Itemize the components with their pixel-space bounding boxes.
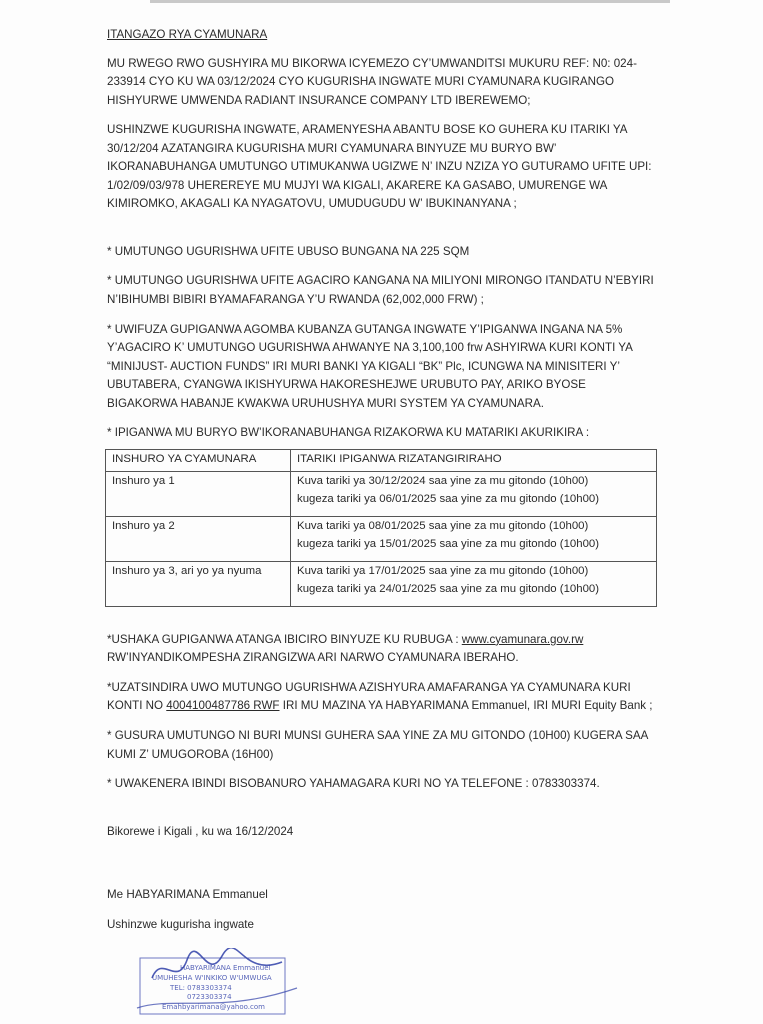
svg-text:TEL: 0783303374: TEL: 0783303374 <box>170 984 232 992</box>
signer-name: Me HABYARIMANA Emmanuel <box>107 888 268 902</box>
place-and-date: Bikorewe i Kigali , ku wa 16/12/2024 <box>107 824 294 838</box>
note-bidding-text: *USHAKA GUPIGANWA ATANGA IBICIRO BINYUZE KU RUBUGA : <box>107 632 462 646</box>
scan-top-line <box>150 0 670 3</box>
note-bidding-site <box>107 631 659 668</box>
table-cell-round: Inshuro ya 2 <box>106 516 291 561</box>
note-payment-tail: IRI MU MAZINA YA HABYARIMANA Emmanuel, IRI MURI Equity Bank ; <box>279 699 653 713</box>
auction-schedule-table <box>105 449 657 607</box>
note-contact: * UWAKENERA IBINDI BISOBANURO YAHAMAGARA KURI NO YA TELEFONE : 0783303374. <box>107 777 600 791</box>
table-header-row <box>106 449 657 471</box>
paragraph-intro: MU RWEGO RWO GUSHYIRA MU BIKORWA ICYEMEZO CY’UMWANDITSI MUKURU REF: N0: 024-233914 CYO KU WA 03/12/2024 CYO KUGURISHA INGWATE MURI CYAMUNARA KUGIRANGO HISHYURWE UMWENDA RADIANT INSURANCE COMPANY LTD IBEREWEMO; <box>107 56 637 107</box>
table-cell-dates <box>291 471 657 516</box>
date-start: Kuva tariki ya 08/01/2025 saa yine za mu gitondo (10h00) <box>297 519 589 532</box>
table-cell-round: Inshuro ya 3, ari yo ya nyuma <box>106 561 291 606</box>
date-end: kugeza tariki ya 24/01/2025 saa yine za mu gitondo (10h00) <box>297 582 600 595</box>
table-header-date: ITARIKI IPIGANWA RIZATANGIRIRAHO <box>291 449 657 471</box>
auction-website-link[interactable]: www.cyamunara.gov.rw <box>461 632 584 646</box>
table-row <box>106 561 657 606</box>
signature-stamp <box>132 948 302 1018</box>
svg-text:0723303374: 0723303374 <box>187 993 232 1001</box>
note-payment-text: *UZATSINDIRA UWO MUTUNGO UGURISHWA AZISHYURA AMAFARANGA YA CYAMUNARA KURI KONTI NO <box>107 680 631 713</box>
table-cell-dates <box>291 516 657 561</box>
bullet-deposit: * UWIFUZA GUPIGANWA AGOMBA KUBANZA GUTANGA INGWATE Y’IPIGANWA INGANA NA 5% Y’AGACIRO K’ UMUTUNGO UGURISHWA AHWANYE NA 3,100,100 frw ASHYIRWA KURI KONTI YA “MINIJUST- AUCTION FUNDS” IRI MURI BANKI YA KIGALI “BK” Plc, ICUNGWA NA MINISITERI Y’ UBUTABERA, CYANGWA IKISHYURWA HAKORESHEJWE URUBUTO PAY, ARIKO BYOSE BIGAKORWA HABANJE KWAKWA URUHUSHYA MURI SYSTEM YA CYAMUNARA. <box>107 322 633 410</box>
table-row <box>106 471 657 516</box>
svg-text:HABYARIMANA Emmanuel: HABYARIMANA Emmanuel <box>180 964 271 972</box>
note-visit: * GUSURA UMUTUNGO NI BURI MUNSI GUHERA SAA YINE ZA MU GITONDO (10H00) KUGERA SAA KUMI Z’ UMUGOROBA (16H00) <box>107 729 648 761</box>
table-header-round: INSHURO YA CYAMUNARA <box>106 449 291 471</box>
bullet-area: * UMUTUNGO UGURISHWA UFITE UBUSO BUNGANA NA 225 SQM <box>107 244 470 258</box>
table-cell-round: Inshuro ya 1 <box>106 471 291 516</box>
date-end: kugeza tariki ya 06/01/2025 saa yine za mu gitondo (10h00) <box>297 492 600 505</box>
document-title: ITANGAZO RYA CYAMUNARA <box>107 28 268 41</box>
date-start: Kuva tariki ya 30/12/2024 saa yine za mu gitondo (10h00) <box>297 474 589 487</box>
note-payment <box>107 679 659 716</box>
account-number: 4004100487786 RWF <box>166 699 280 713</box>
svg-text:Emahbyarimana@yahoo.com: Emahbyarimana@yahoo.com <box>162 1003 265 1011</box>
bullet-value: * UMUTUNGO UGURISHWA UFITE AGACIRO KANGANA NA MILIYONI MIRONGO ITANDATU N’EBYIRI N’IBIHUMBI BIBIRI BYAMAFARANGA Y’U RWANDA (62,002,000 FRW) ; <box>107 274 654 307</box>
paragraph-auction-notice: USHINZWE KUGURISHA INGWATE, ARAMENYESHA ABANTU BOSE KO GUHERA KU ITARIKI YA 30/12/204 AZATANGIRA KUGURISHA MURI CYAMUNARA BINYUZE MU BURYO BW’ IKORANABUHANGA UMUTUNGO UTIMUKANWA UGIZWE N’ INZU NZIZA YO GUTURAMO UFITE UPI: 1/02/09/03/978 UHEREREYE MU MUJYI WA KIGALI, AKARERE KA GASABO, UMURENGE WA KIMIROMKO, AKAGALI KA NYAGATOVU, UMUDUGUDU W’ IBUKINANYANA ; <box>107 123 652 211</box>
table-cell-dates <box>291 561 657 606</box>
announcement-document <box>107 26 659 945</box>
table-row <box>106 516 657 561</box>
svg-text:UMUHESHA W'INKIKO W'UMWUGA: UMUHESHA W'INKIKO W'UMWUGA <box>152 974 272 982</box>
note-bidding-tail: RW’INYANDIKOMPESHA ZIRANGIZWA ARI NARWO CYAMUNARA IBERAHO. <box>107 651 519 665</box>
signer-role: Ushinzwe kugurisha ingwate <box>107 917 254 931</box>
date-end: kugeza tariki ya 15/01/2025 saa yine za mu gitondo (10h00) <box>297 537 600 550</box>
date-start: Kuva tariki ya 17/01/2025 saa yine za mu gitondo (10h00) <box>297 564 589 577</box>
bullet-schedule: * IPIGANWA MU BURYO BW’IKORANABUHANGA RIZAKORWA KU MATARIKI AKURIKIRA : <box>107 426 590 440</box>
